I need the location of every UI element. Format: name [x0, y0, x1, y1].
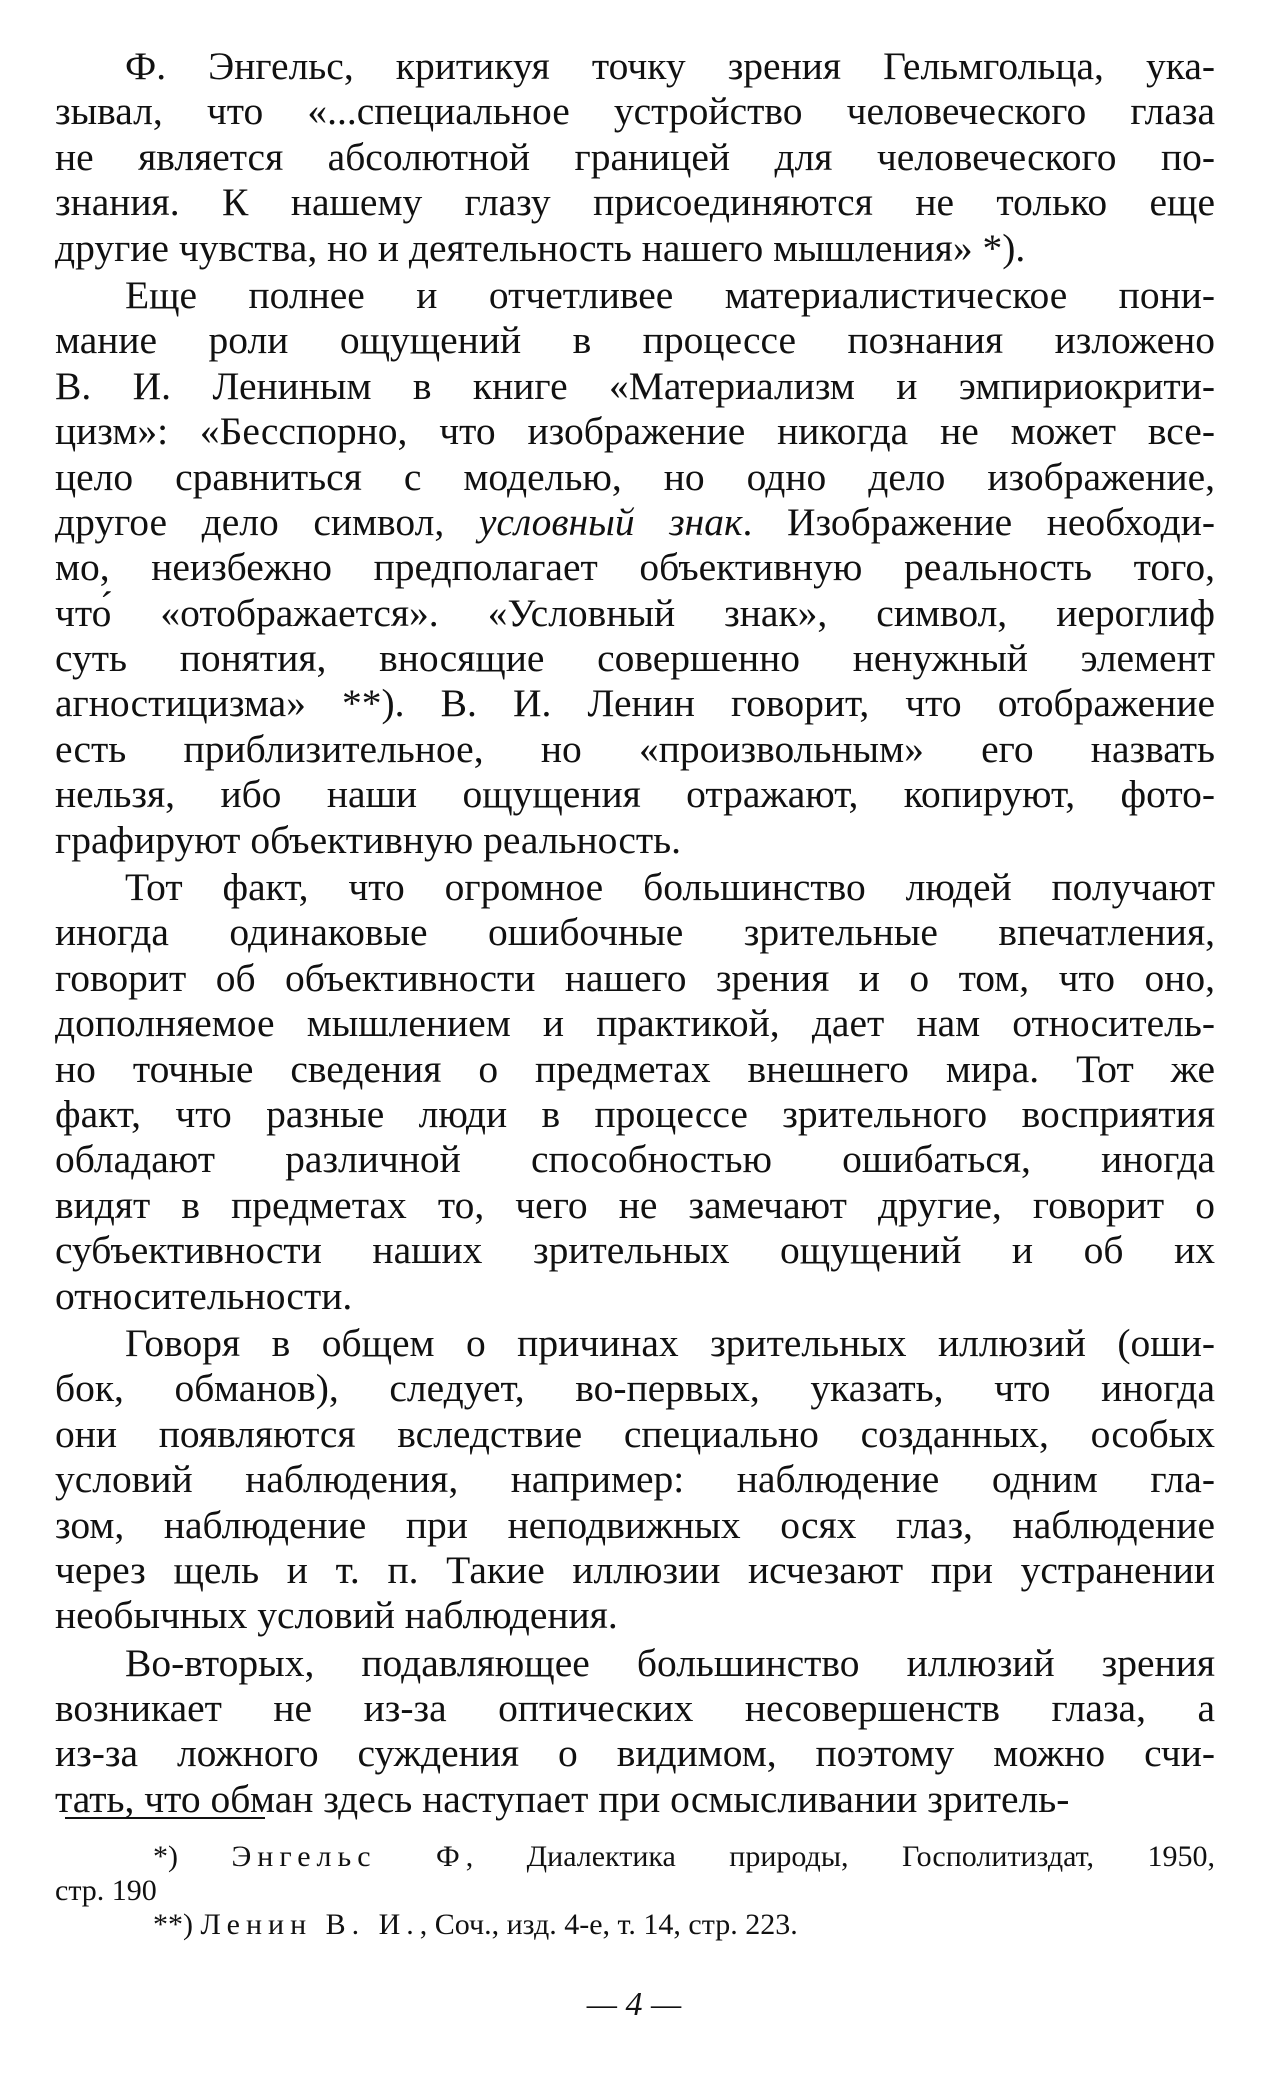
footnote-2-marker: **): [153, 1908, 193, 1941]
text-line: графируют объективную реальность.: [55, 817, 682, 862]
text-line: условий наблюдения, например: наблюдение одним гла-: [55, 1457, 1215, 1502]
text-line: мо, неизбежно предполагает объективную реальность того,: [55, 545, 1215, 590]
text-line: иногда одинаковые ошибочные зрительные впечатления,: [55, 910, 1215, 955]
footnote-divider: [65, 1817, 265, 1819]
text-line: бок, обманов), следует, во-первых, указать, что иногда: [55, 1366, 1215, 1411]
text-line: необычных условий наблюдения.: [55, 1593, 618, 1638]
text-line: Во-вторых, подавляющее большинство иллюзий зрения: [125, 1640, 1215, 1685]
text-line: агностицизма» **). В. И. Ленин говорит, что отображение: [55, 681, 1215, 726]
text-line: дополняемое мышлением и практикой, дает нам относитель-: [55, 1001, 1215, 1046]
text-line: есть приблизительное, но «произвольным» его назвать: [55, 726, 1215, 771]
text-line: субъективности наших зрительных ощущений и об их: [55, 1228, 1215, 1273]
footnote-1: [55, 1840, 1215, 1874]
text-line: другие чувства, но и деятельность нашего мышления» *).: [55, 225, 1026, 270]
text-line: не является абсолютной границей для человеческого по-: [55, 134, 1215, 179]
main-text: [55, 44, 1215, 1822]
text-line: но точные сведения о предметах внешнего мира. Тот же: [55, 1046, 1215, 1091]
text-line: нельзя, ибо наши ощущения отражают, копируют, фото-: [55, 772, 1215, 817]
page-number: — 4 —: [586, 1986, 682, 2023]
footnote-2: [55, 1908, 1215, 1942]
text-line: зывал, что «...специальное устройство человеческого глаза: [55, 89, 1215, 134]
footnote-1-text: , Диалектика природы, Госполитиздат, 1950,: [465, 1840, 1215, 1873]
text-line: другое дело символ, условный знак. Изображение необходи-: [55, 499, 1216, 544]
paragraph-engels: [55, 44, 1215, 271]
footnote-2-text: , Соч., изд. 4-е, т. 14, стр. 223.: [419, 1908, 798, 1941]
text-line: суть понятия, вносящие совершенно ненужный элемент: [55, 636, 1215, 681]
paragraph-causes: [55, 1321, 1215, 1639]
text-line: цело сравниться с моделью, но одно дело изображение,: [55, 454, 1215, 499]
text-line: Ф. Энгельс, критикуя точку зрения Гельмгольца, ука-: [125, 44, 1215, 88]
page-body: [55, 44, 1215, 1824]
text-line: знания. К нашему глазу присоединяются не только еще: [55, 180, 1215, 225]
text-line: цизм»: «Бесспорно, что изображение никогда не может все-: [55, 409, 1215, 454]
text-line: возникает не из-за оптических несовершенств глаза, а: [55, 1686, 1215, 1731]
text-line: тать, что обман здесь наступает при осмысливании зритель-: [55, 1776, 1070, 1821]
text-line: что́ «отображается». «Условный знак», символ, иероглиф: [55, 590, 1215, 635]
text-line: относительности.: [55, 1273, 353, 1318]
text-line: зом, наблюдение при неподвижных осях глаз, наблюдение: [55, 1502, 1215, 1547]
paragraph-fact: [55, 865, 1215, 1319]
text-line: В. И. Лениным в книге «Материализм и эмпириокрити-: [55, 363, 1215, 408]
footnotes: [55, 1840, 1215, 1942]
text-line: Еще полнее и отчетливее материалистическое пони-: [125, 272, 1215, 317]
footnote-1-author: Энгельс Ф: [231, 1840, 466, 1873]
text-line: мание роли ощущений в процессе познания изложено: [55, 318, 1215, 363]
paragraph-lenin: [55, 273, 1215, 863]
text-line: видят в предметах то, чего не замечают другие, говорит о: [55, 1182, 1215, 1227]
text-line: через щель и т. п. Такие иллюзии исчезают при устранении: [55, 1547, 1215, 1592]
text-line: обладают различной способностью ошибаться, иногда: [55, 1137, 1215, 1182]
text-line: говорит об объективности нашего зрения и о том, что оно,: [55, 955, 1215, 1000]
text-line: из-за ложного суждения о видимом, поэтому можно счи-: [55, 1731, 1215, 1776]
footnote-1-continuation: стр. 190: [55, 1874, 157, 1907]
text-line: факт, что разные люди в процессе зрительного восприятия: [55, 1091, 1215, 1136]
text-line: Говоря в общем о причинах зрительных иллюзий (оши-: [125, 1320, 1215, 1365]
footnote-1-marker: *): [153, 1840, 178, 1873]
footnote-2-author: Ленин В. И.: [200, 1908, 420, 1941]
text-line: они появляются вследствие специально созданных, особых: [55, 1411, 1215, 1456]
paragraph-secondly: [55, 1641, 1215, 1823]
text-line: Тот факт, что огромное большинство людей получают: [125, 865, 1215, 910]
